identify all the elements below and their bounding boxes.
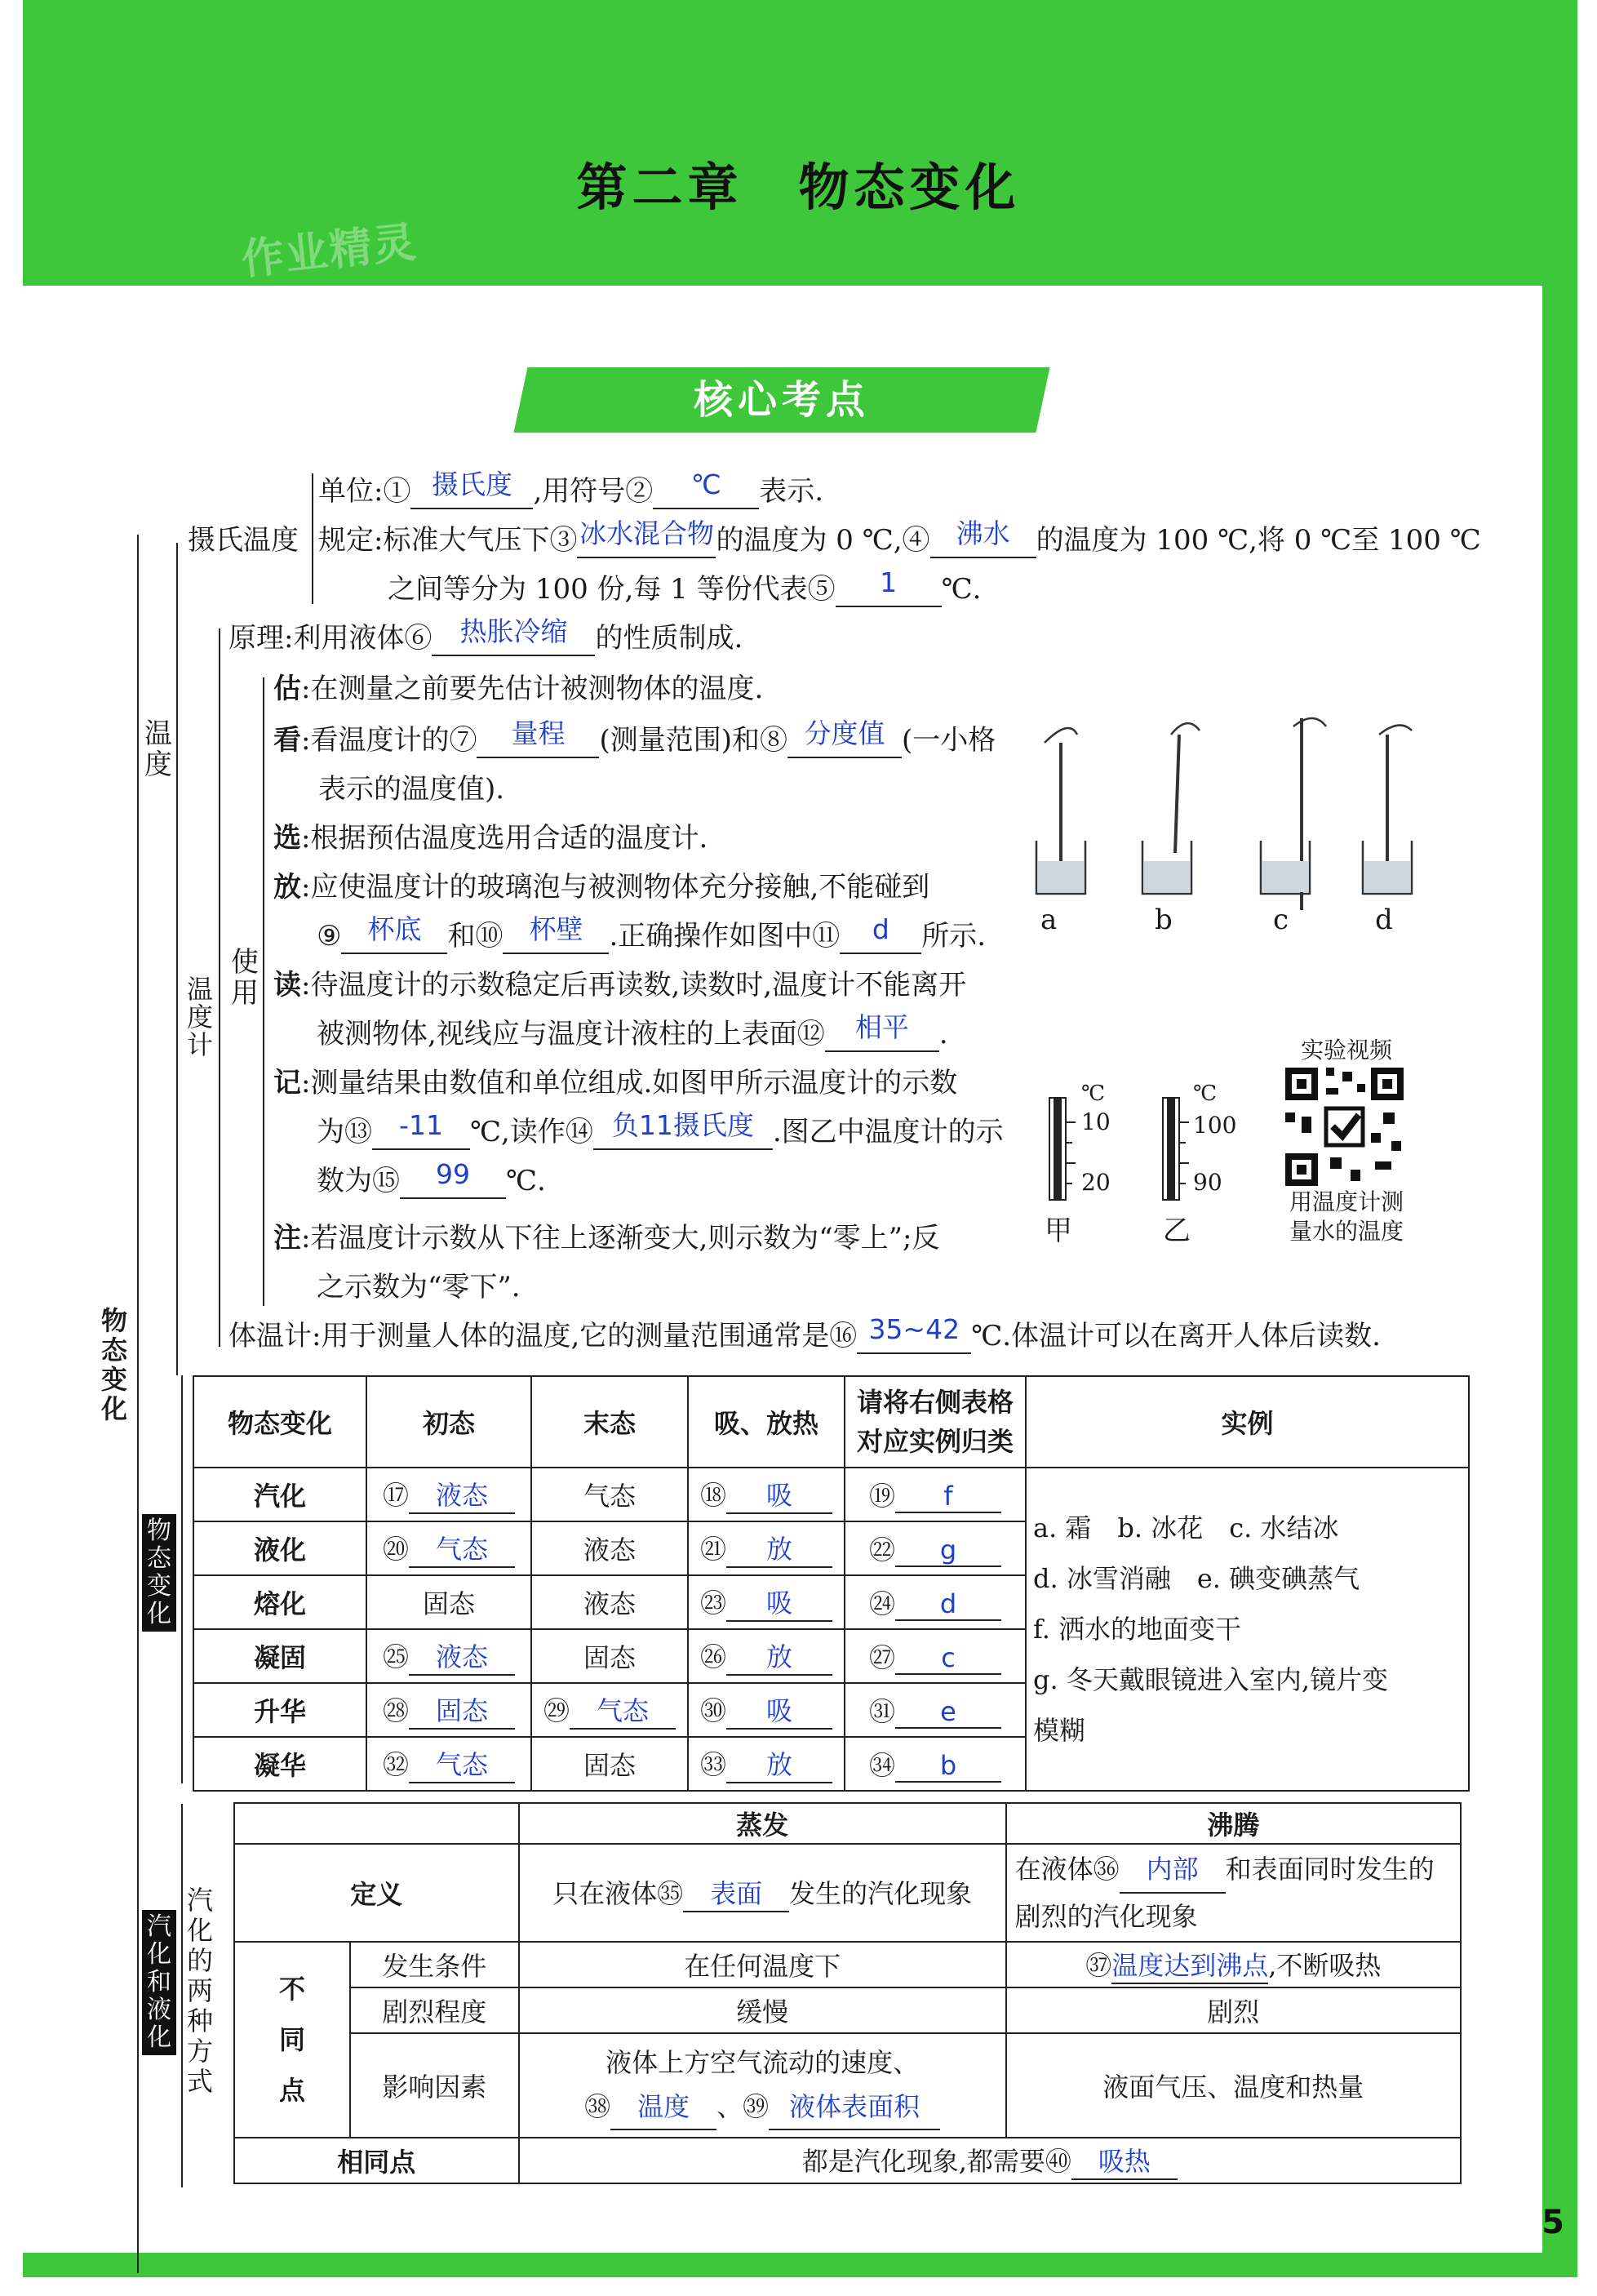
jia-tick-10: 10 bbox=[1081, 1108, 1111, 1135]
state-row bbox=[193, 1468, 1469, 1521]
row-heat: ㉚ 吸 bbox=[688, 1683, 845, 1737]
row-name: 汽化 bbox=[193, 1468, 366, 1521]
row-from: 固态 bbox=[366, 1575, 531, 1629]
row-to: 液态 bbox=[531, 1575, 688, 1629]
row-example: ㉒ g bbox=[845, 1521, 1026, 1575]
answer-8: 分度值 bbox=[804, 717, 885, 749]
t2-corner bbox=[234, 1803, 519, 1844]
xuan-line: 选:根据预估温度选用合适的温度计. bbox=[273, 822, 708, 855]
row-from: ㉕ 液态 bbox=[366, 1629, 531, 1683]
row-from: ⑳ 气态 bbox=[366, 1521, 531, 1575]
t2-same: 都是汽化现象,都需要㊵ 吸热 bbox=[519, 2138, 1461, 2183]
yi-label: 乙 bbox=[1163, 1215, 1191, 1247]
t2-fac-evap: 液体上方空气流动的速度、 ㊳ 温度 、㊴ 液体表面积 bbox=[519, 2033, 1006, 2138]
zhu-line-2: 之示数为“零下”. bbox=[317, 1271, 521, 1303]
sheshi-bracket bbox=[312, 473, 313, 604]
wendu-bracket bbox=[176, 543, 178, 1375]
row-to: 固态 bbox=[531, 1737, 688, 1791]
jia-unit: ℃ bbox=[1081, 1081, 1106, 1106]
row-example: ㉛ e bbox=[845, 1683, 1026, 1737]
ji-line-3: 数为⑮ 99 ℃. bbox=[317, 1158, 546, 1197]
row-from: ㉘ 固态 bbox=[366, 1683, 531, 1737]
answer-4: 沸水 bbox=[956, 517, 1010, 549]
fang-line: 放:应使温度计的玻璃泡与被测物体充分接触,不能碰到 bbox=[273, 871, 930, 904]
gu-line: 估:在测量之前要先估计被测物体的温度. bbox=[273, 673, 764, 705]
th-classify: 请将右侧表格 对应实例归类 bbox=[845, 1376, 1026, 1468]
t2-cond-boil: ㊲温度达到沸点,不断吸热 bbox=[1006, 1942, 1461, 1987]
shiyong-label: 使用 bbox=[231, 946, 259, 1010]
thermometer-yi-liquid bbox=[1167, 1098, 1175, 1200]
watermark: 作业精灵 bbox=[239, 217, 420, 286]
row-example: ㉔ d bbox=[845, 1575, 1026, 1629]
yuanli-line: 原理:利用液体⑥ 热胀冷缩 的性质制成. bbox=[228, 615, 743, 655]
row-example: ㉗ c bbox=[845, 1629, 1026, 1683]
du-line: 读:待温度计的示数稳定后再读数,读数时,温度计不能离开 bbox=[273, 969, 967, 1001]
answer-6: 热胀冷缩 bbox=[459, 615, 568, 647]
row-heat: ㉝ 放 bbox=[688, 1737, 845, 1791]
tiwen-line: 体温计:用于测量人体的温度,它的测量范围通常是⑯ 35~42 ℃.体温计可以在离开人体后读数. bbox=[228, 1313, 1381, 1352]
yi-unit: ℃ bbox=[1193, 1081, 1218, 1106]
fang-line-2: ⑨ 杯底 和⑩ 杯壁 .正确操作如图中⑪ d 所示. bbox=[317, 913, 987, 953]
answer-15: 99 bbox=[436, 1158, 470, 1190]
answer-9: 杯底 bbox=[367, 913, 422, 945]
row-name: 凝华 bbox=[193, 1737, 366, 1791]
t2-def-boil: 在液体㊱ 内部 和表面同时发生的 剧烈的汽化现象 bbox=[1006, 1844, 1461, 1942]
row-to: ㉙ 气态 bbox=[531, 1683, 688, 1737]
table2-side-label: 汽化和液化 bbox=[142, 1910, 176, 2055]
t2-fac-boil: 液面气压、温度和热量 bbox=[1006, 2033, 1461, 2138]
kan-line: 看:看温度计的⑦ 量程 (测量范围)和⑧ 分度值 (一小格 bbox=[273, 717, 996, 757]
row-from: ⑰ 液态 bbox=[366, 1468, 531, 1521]
row-to: 气态 bbox=[531, 1468, 688, 1521]
row-example: ㉞ b bbox=[845, 1737, 1026, 1791]
row-to: 固态 bbox=[531, 1629, 688, 1683]
answer-7: 量程 bbox=[511, 717, 566, 749]
video-title: 实验视频 bbox=[1300, 1037, 1392, 1064]
jia-tick-20: 20 bbox=[1081, 1169, 1111, 1196]
table2-bracket bbox=[181, 1804, 183, 2187]
section-title: 核心考点 bbox=[693, 377, 870, 423]
kan-line-2: 表示的温度值). bbox=[318, 773, 505, 806]
t2-same-label: 相同点 bbox=[234, 2138, 519, 2183]
qr-code-icon[interactable] bbox=[1285, 1068, 1404, 1186]
t2-def-label: 定义 bbox=[234, 1844, 519, 1942]
t2-diff-label: 不 同 点 bbox=[234, 1942, 350, 2138]
example-item: f. 洒水的地面变干 bbox=[1033, 1614, 1242, 1645]
example-item: a. 霜 b. 冰花 c. 水结冰 bbox=[1033, 1512, 1339, 1543]
root-label: 物态变化 bbox=[100, 1305, 127, 1424]
t2-deg-boil: 剧烈 bbox=[1006, 1987, 1461, 2033]
yi-tick-90: 90 bbox=[1193, 1169, 1222, 1196]
beaker-label-c: c bbox=[1273, 904, 1289, 936]
ji-line: 记:测量结果由数值和单位组成.如图甲所示温度计的示数 bbox=[273, 1067, 958, 1099]
answer-11: d bbox=[872, 913, 889, 945]
t2-h-evap: 蒸发 bbox=[519, 1803, 1006, 1844]
row-heat: ⑱ 吸 bbox=[688, 1468, 845, 1521]
jia-label: 甲 bbox=[1045, 1215, 1072, 1247]
th-heat: 吸、放热 bbox=[688, 1376, 845, 1468]
example-item: 模糊 bbox=[1033, 1715, 1086, 1746]
example-item: g. 冬天戴眼镜进入室内,镜片变 bbox=[1033, 1664, 1389, 1695]
answer-3: 冰水混合物 bbox=[579, 517, 714, 549]
answer-40: 吸热 bbox=[1098, 2146, 1151, 2177]
th-to: 末态 bbox=[531, 1376, 688, 1468]
answer-39: 液体表面积 bbox=[789, 2091, 920, 2122]
beaker-label-a: a bbox=[1040, 904, 1058, 936]
t2-deg-evap: 缓慢 bbox=[519, 1987, 1006, 2033]
beaker-label-b: b bbox=[1155, 904, 1173, 936]
row-name: 凝固 bbox=[193, 1629, 366, 1683]
row-heat: ㉑ 放 bbox=[688, 1521, 845, 1575]
t2-def-evap: 只在液体㉟ 表面 发生的汽化现象 bbox=[519, 1844, 1006, 1942]
answer-38: 温度 bbox=[637, 2091, 690, 2122]
examples-cell bbox=[1026, 1468, 1469, 1791]
th-examples: 实例 bbox=[1026, 1376, 1469, 1468]
rule-line-2: 之间等分为 100 份,每 1 等份代表⑤ 1 ℃. bbox=[388, 566, 982, 606]
wenduji-label: 温度计 bbox=[186, 974, 213, 1060]
wenduji-bracket bbox=[219, 628, 220, 1347]
row-to: 液态 bbox=[531, 1521, 688, 1575]
row-name: 熔化 bbox=[193, 1575, 366, 1629]
du-line-2: 被测物体,视线应与温度计液柱的上表面⑫ 相平 . bbox=[317, 1011, 948, 1050]
answer-36: 内部 bbox=[1146, 1854, 1199, 1885]
row-name: 升华 bbox=[193, 1683, 366, 1737]
table1-side-label: 物态变化 bbox=[142, 1514, 176, 1632]
th-change: 物态变化 bbox=[193, 1376, 366, 1468]
page-number: 5 bbox=[1542, 2204, 1564, 2241]
thermometer-jia-liquid bbox=[1054, 1098, 1062, 1200]
zhu-line: 注:若温度计示数从下往上逐渐变大,则示数为“零上”;反 bbox=[273, 1222, 940, 1255]
vaporization-table bbox=[233, 1802, 1462, 2184]
row-example: ⑲ f bbox=[845, 1468, 1026, 1521]
answer-5: 1 bbox=[880, 566, 898, 598]
wendu-label: 温度 bbox=[144, 717, 172, 781]
t2-cond-label: 发生条件 bbox=[350, 1942, 519, 1987]
table2-side-sub: 汽化的两种方式 bbox=[186, 1885, 213, 2097]
example-item: d. 冰雪消融 e. 碘变碘蒸气 bbox=[1033, 1563, 1360, 1594]
yi-tick-100: 100 bbox=[1193, 1112, 1237, 1139]
rule-line: 规定:标准大气压下③ 冰水混合物 的温度为 0 ℃,④ 沸水 的温度为 100 ℃,将 0 ℃至 100 ℃ bbox=[318, 517, 1481, 557]
answer-16: 35~42 bbox=[868, 1313, 960, 1345]
state-change-table bbox=[193, 1375, 1470, 1792]
row-from: ㉜ 气态 bbox=[366, 1737, 531, 1791]
t2-deg-label: 剧烈程度 bbox=[350, 1987, 519, 2033]
answer-37: 温度达到沸点 bbox=[1111, 1950, 1269, 1981]
answer-10: 杯壁 bbox=[529, 913, 583, 945]
answer-14: 负11摄氏度 bbox=[611, 1109, 754, 1141]
th-from: 初态 bbox=[366, 1376, 531, 1468]
root-bracket bbox=[137, 535, 139, 2273]
t2-fac-label: 影响因素 bbox=[350, 2033, 519, 2138]
answer-12: 相平 bbox=[854, 1011, 909, 1043]
chapter-title: 第二章 物态变化 bbox=[576, 158, 1021, 217]
row-heat: ㉓ 吸 bbox=[688, 1575, 845, 1629]
row-name: 液化 bbox=[193, 1521, 366, 1575]
video-caption: 用温度计测 量水的温度 bbox=[1289, 1188, 1404, 1245]
t2-h-boil: 沸腾 bbox=[1006, 1803, 1461, 1844]
t2-cond-evap: 在任何温度下 bbox=[519, 1942, 1006, 1987]
answer-13: -11 bbox=[399, 1109, 443, 1141]
unit-line: 单位:① 摄氏度 ,用符号② ℃ 表示. bbox=[318, 469, 824, 508]
row-heat: ㉖ 放 bbox=[688, 1629, 845, 1683]
beaker-figure bbox=[1012, 710, 1436, 947]
shiyong-bracket bbox=[263, 677, 264, 1306]
sheshi-label: 摄氏温度 bbox=[188, 524, 299, 557]
table1-bracket bbox=[181, 1375, 183, 1783]
ji-line-2: 为⑬ -11 ℃,读作⑭ 负11摄氏度 .图乙中温度计的示 bbox=[317, 1109, 1004, 1148]
answer-1: 摄氏度 bbox=[431, 469, 512, 500]
answer-35: 表面 bbox=[710, 1878, 763, 1909]
beaker-label-d: d bbox=[1375, 904, 1393, 936]
answer-2: ℃ bbox=[690, 469, 721, 500]
